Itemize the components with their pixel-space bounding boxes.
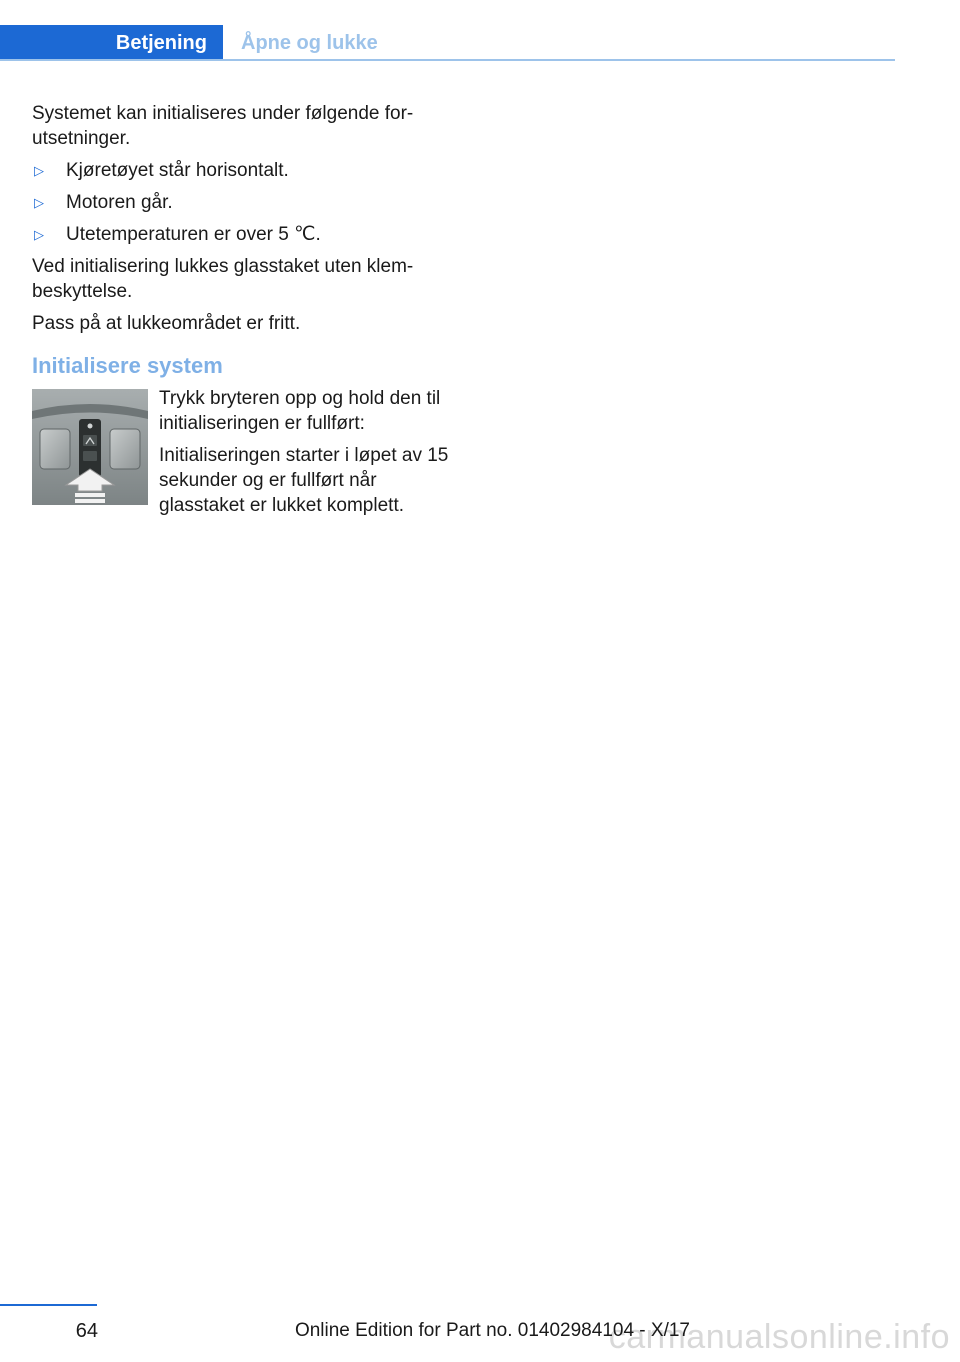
instruction-paragraph: Trykk bryteren opp og hold den til initialiseringen er fullført: [159, 388, 441, 434]
initialization-paragraph: Ved initialisering lukkes glasstaket uten klem-beskyttelse. [32, 256, 414, 302]
list-item-text: Motoren går. [66, 192, 173, 213]
footer-divider [0, 1304, 97, 1306]
roof-switch-illustration [32, 389, 148, 505]
list-item-text: Utetemperaturen er over 5 ℃. [66, 224, 321, 245]
figure-text [159, 386, 449, 525]
section-heading: Initialisere system [32, 353, 223, 378]
prerequisite-list [32, 158, 442, 247]
text-column [32, 101, 449, 526]
triangle-bullet-icon: ▷ [34, 195, 44, 210]
watermark: carmanualsonline.info [608, 1318, 950, 1356]
warning-paragraph: Pass på at lukkeområdet er fritt. [32, 313, 301, 334]
triangle-bullet-icon: ▷ [34, 227, 44, 242]
intro-paragraph: Systemet kan initialiseres under følgende for-utsetninger. [32, 103, 414, 149]
triangle-bullet-icon: ▷ [34, 163, 44, 178]
list-item-text: Kjøretøyet står horisontalt. [66, 160, 289, 181]
list-item [32, 190, 442, 215]
list-item [32, 222, 442, 247]
figure-row [32, 386, 449, 526]
header-divider [0, 59, 895, 61]
list-item [32, 158, 442, 183]
page-header [0, 25, 895, 62]
page-number: 64 [75, 1320, 98, 1342]
chapter-tab: Betjening [0, 25, 223, 61]
edition-label: Online Edition for Part no. 01402984104 - X/17 [294, 1320, 690, 1341]
section-tab: Åpne og lukke [241, 32, 378, 54]
result-paragraph: Initialiseringen starter i løpet av 15 sekunder og er fullført når glasstaket er lukket komplett. [159, 445, 449, 516]
